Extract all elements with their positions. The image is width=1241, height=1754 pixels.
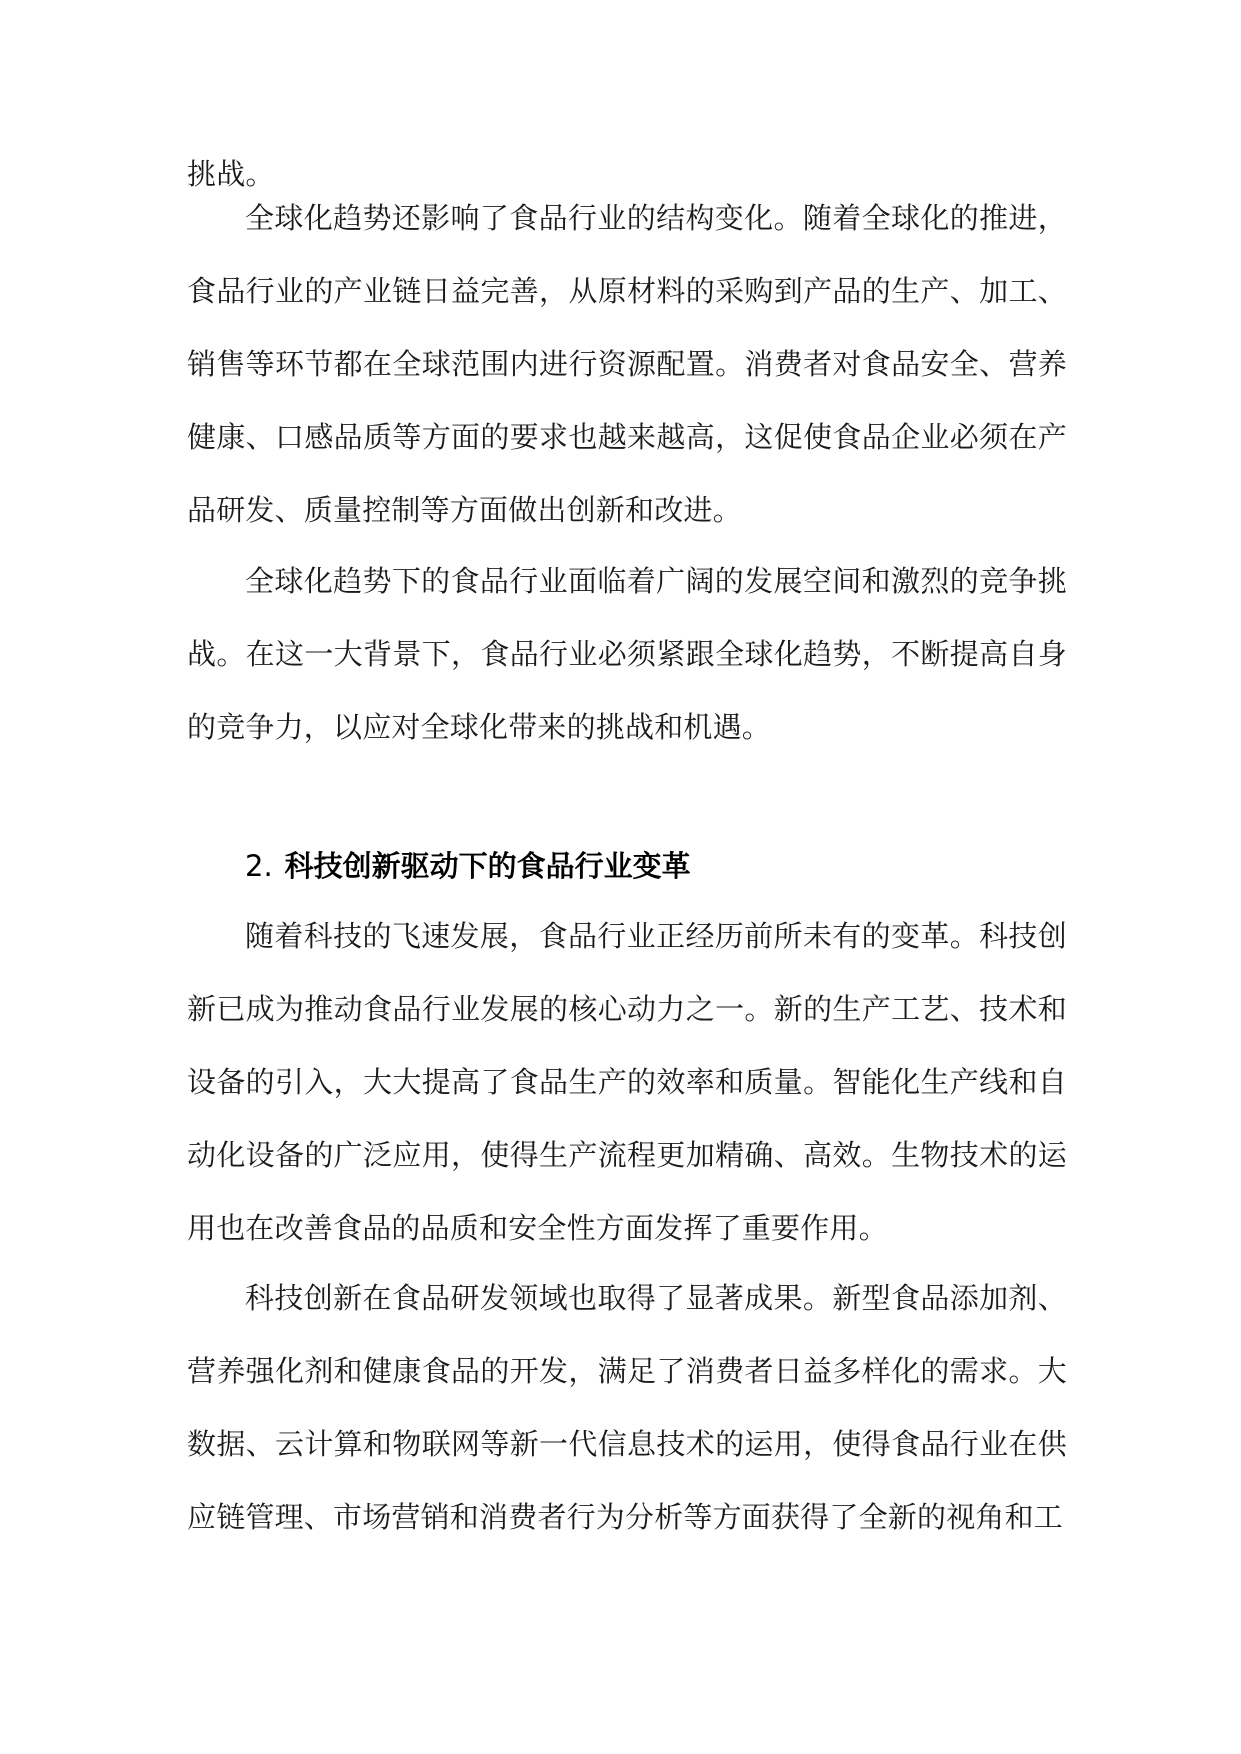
section-number: 2. — [245, 849, 273, 883]
paragraph-continuation: 挑战。 — [187, 157, 275, 191]
paragraph-globalization-summary: 全球化趋势下的食品行业面临着广阔的发展空间和激烈的竞争挑战。在这一大背景下，食品行业必须紧跟全球化趋势，不断提高自身的竞争力，以应对全球化带来的挑战和机遇。 — [187, 564, 1067, 744]
paragraph-industry-structure: 全球化趋势还影响了食品行业的结构变化。随着全球化的推进，食品行业的产业链日益完善，从原材料的采购到产品的生产、加工、销售等环节都在全球范围内进行资源配置。消费者对食品安全、营养健康、口感品质等方面的要求也越来越高，这促使食品企业必须在产品研发、质量控制等方面做出创新和改进。 — [187, 201, 1067, 527]
paragraph-tech-rnd: 科技创新在食品研发领域也取得了显著成果。新型食品添加剂、营养强化剂和健康食品的开发，满足了消费者日益多样化的需求。大数据、云计算和物联网等新一代信息技术的运用，使得食品行业在供应链管理、市场营销和消费者行为分析等方面获得了全新的视角和工 — [187, 1281, 1067, 1534]
section-heading — [245, 846, 691, 886]
section-title: 科技创新驱动下的食品行业变革 — [284, 849, 691, 883]
paragraph-tech-transformation: 随着科技的飞速发展，食品行业正经历前所未有的变革。科技创新已成为推动食品行业发展的核心动力之一。新的生产工艺、技术和设备的引入，大大提高了食品生产的效率和质量。智能化生产线和自动化设备的广泛应用，使得生产流程更加精确、高效。生物技术的运用也在改善食品的品质和安全性方面发挥了重要作用。 — [187, 919, 1067, 1245]
